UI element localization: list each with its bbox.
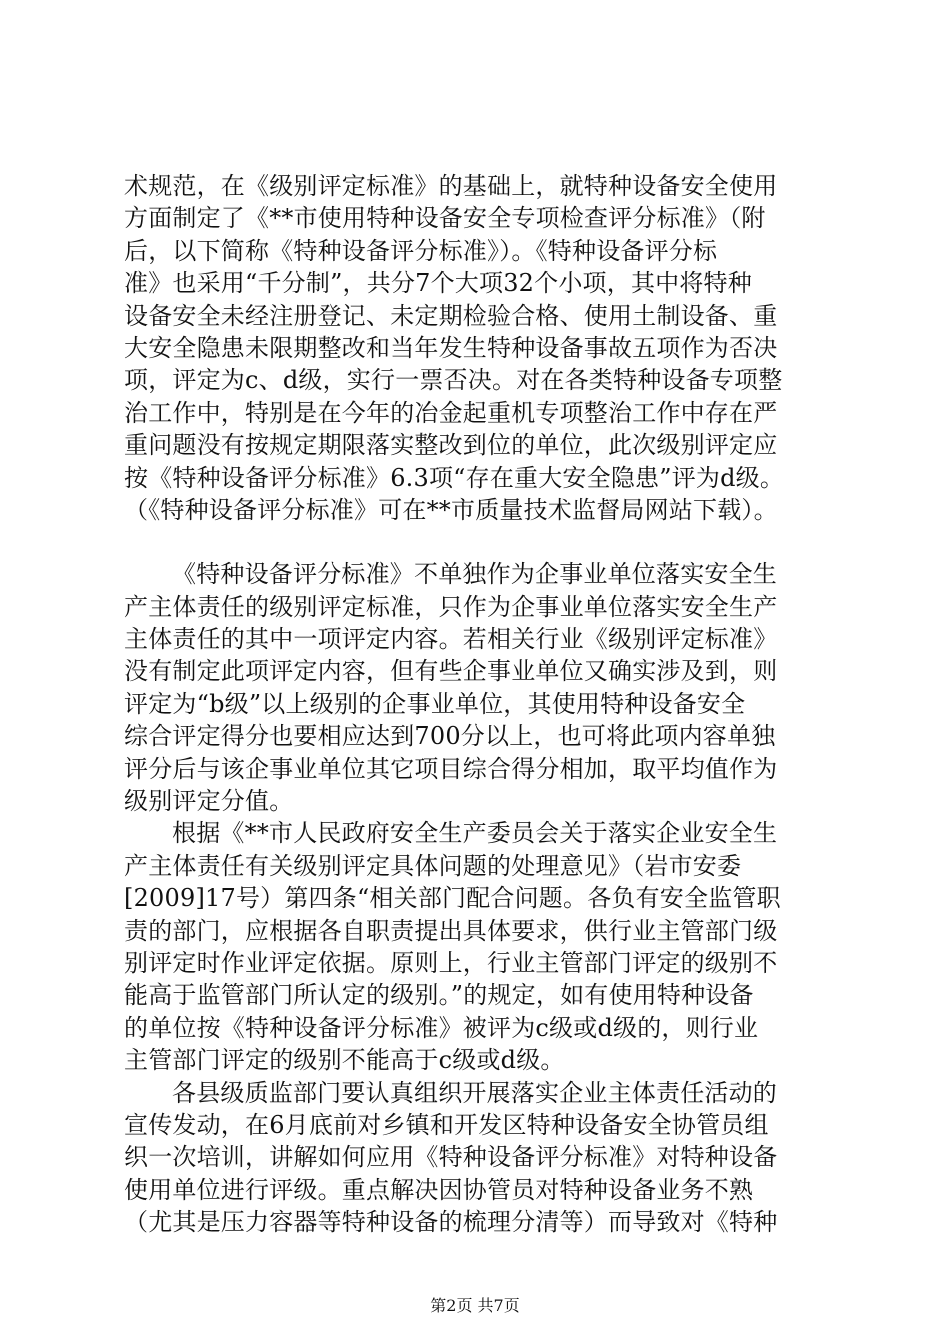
paragraph-line: 各县级质监部门要认真组织开展落实企业主体责任活动的	[172, 1078, 777, 1107]
paragraph-line: 方面制定了《**市使用特种设备安全专项检查评分标准》（附	[124, 204, 766, 233]
paragraph-line: 根据《**市人民政府安全生产委员会关于落实企业安全生	[172, 819, 778, 848]
paragraph-line: 织一次培训，讲解如何应用《特种设备评分标准》对特种设备	[124, 1143, 778, 1172]
paragraph-line: 准》也采用“千分制”，共分7个大项32个小项，其中将特种	[124, 269, 752, 298]
document-body	[124, 170, 836, 1239]
paragraph-line: （《特种设备评分标准》可在**市质量技术监督局网站下载）。	[124, 495, 778, 524]
paragraph-line: 级别评定分值。	[124, 787, 294, 816]
paragraph-line: 《特种设备评分标准》不单独作为企事业单位落实安全生	[172, 560, 777, 589]
paragraph-line: 产主体责任的级别评定标准，只作为企事业单位落实安全生产	[124, 592, 778, 621]
paragraph-line: 后，以下简称《特种设备评分标准》）。《特种设备评分标	[124, 236, 718, 265]
paragraph-1	[124, 170, 836, 526]
paragraph-line: 项，评定为c、d级，实行一票否决。对在各类特种设备专项整	[124, 366, 783, 395]
paragraph-line: 宣传发动，在6月底前对乡镇和开发区特种设备安全协管员组	[124, 1110, 769, 1139]
paragraph-line: 使用单位进行评级。重点解决因协管员对特种设备业务不熟	[124, 1175, 754, 1204]
paragraph-line: [2009]17号）第四条“相关部门配合问题。各负有安全监管职	[124, 884, 781, 913]
paragraph-4	[124, 1077, 836, 1239]
paragraph-line: 别评定时作业评定依据。原则上，行业主管部门评定的级别不	[124, 948, 778, 977]
paragraph-line: 按《特种设备评分标准》6.3项“存在重大安全隐患”评为d级。	[124, 463, 785, 492]
paragraph-line: 评分后与该企事业单位其它项目综合得分相加，取平均值作为	[124, 754, 778, 783]
paragraph-line: 产主体责任有关级别评定具体问题的处理意见》（岩市安委	[124, 851, 742, 880]
page-number-footer: 第2页 共7页	[430, 1296, 520, 1315]
paragraph-gap	[124, 526, 836, 558]
paragraph-line: 没有制定此项评定内容，但有些企事业单位又确实涉及到，则	[124, 657, 778, 686]
paragraph-line: 设备安全未经注册登记、未定期检验合格、使用土制设备、重	[124, 301, 778, 330]
paragraph-line: 主体责任的其中一项评定内容。若相关行业《级别评定标准》	[124, 625, 778, 654]
paragraph-3	[124, 817, 836, 1076]
paragraph-line: 大安全隐患未限期整改和当年发生特种设备事故五项作为否决	[124, 333, 778, 362]
paragraph-line: 能高于监管部门所认定的级别。”的规定，如有使用特种设备	[124, 981, 754, 1010]
paragraph-line: 主管部门评定的级别不能高于c级或d级。	[124, 1046, 565, 1075]
paragraph-line: 重问题没有按规定期限落实整改到位的单位，此次级别评定应	[124, 431, 778, 460]
paragraph-line: 术规范，在《级别评定标准》的基础上，就特种设备安全使用	[124, 172, 778, 200]
paragraph-line: 治工作中，特别是在今年的冶金起重机专项整治工作中存在严	[124, 398, 778, 427]
paragraph-2	[124, 558, 836, 817]
paragraph-line: （尤其是压力容器等特种设备的梳理分清等）而导致对《特种	[124, 1208, 778, 1237]
paragraph-line: 评定为“b级”以上级别的企事业单位，其使用特种设备安全	[124, 689, 746, 718]
paragraph-line: 的单位按《特种设备评分标准》被评为c级或d级的，则行业	[124, 1013, 759, 1042]
paragraph-line: 综合评定得分也要相应达到700分以上，也可将此项内容单独	[124, 722, 776, 751]
paragraph-line: 责的部门，应根据各自职责提出具体要求，供行业主管部门级	[124, 916, 778, 945]
